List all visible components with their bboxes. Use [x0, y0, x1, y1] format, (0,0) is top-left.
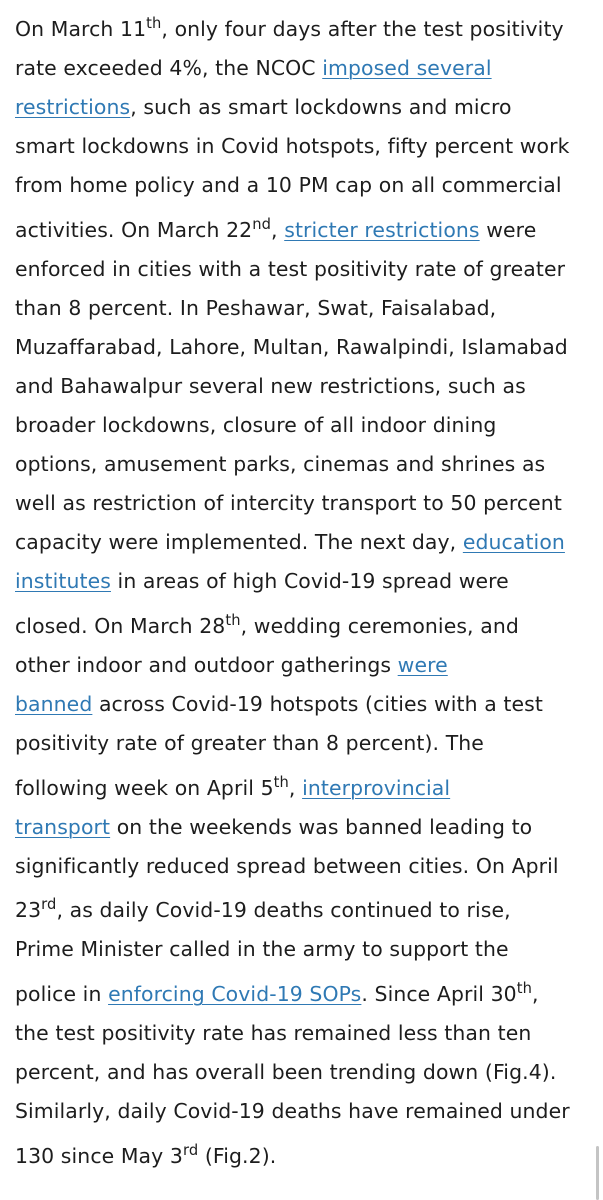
text-segment: (Fig.2).: [198, 1144, 277, 1168]
text-segment: following week on April 5: [15, 776, 274, 800]
inline-link[interactable]: were: [397, 653, 448, 677]
text-segment: than 8 percent. In Peshawar, Swat, Faisalabad,: [15, 296, 497, 320]
ordinal-suffix: nd: [252, 215, 272, 233]
text-segment: 130 since May 3: [15, 1144, 183, 1168]
text-line: [15, 897, 511, 923]
text-line: [15, 94, 512, 120]
text-line: [15, 652, 448, 678]
text-line: [15, 1098, 570, 1124]
text-segment: percent, and has overall been trending down (Fig.4).: [15, 1060, 557, 1084]
text-segment: 23: [15, 898, 42, 922]
text-line: [15, 1059, 556, 1085]
text-line: [15, 853, 559, 879]
ordinal-suffix: th: [146, 14, 162, 32]
text-line: [15, 1143, 276, 1169]
text-line: [15, 373, 526, 399]
scrollbar-thumb[interactable]: [596, 1146, 599, 1200]
text-segment: . Since April 30: [361, 982, 517, 1006]
text-line: [15, 730, 484, 756]
text-segment: smart lockdowns in Covid hotspots, fifty percent work: [15, 134, 570, 158]
text-segment: broader lockdowns, closure of all indoor dining: [15, 413, 497, 437]
inline-link[interactable]: restrictions: [15, 95, 131, 119]
text-segment: across Covid-19 hotspots (cities with a test: [92, 692, 543, 716]
text-segment: rate exceeded 4%, the NCOC: [15, 56, 323, 80]
text-line: [15, 1020, 531, 1046]
text-segment: other indoor and outdoor gatherings: [15, 653, 398, 677]
text-line: [15, 16, 564, 42]
inline-link[interactable]: enforcing Covid-19 SOPs: [108, 982, 362, 1006]
text-segment: , as daily Covid-19 deaths continued to rise,: [56, 898, 511, 922]
text-line: [15, 568, 509, 594]
text-line: [15, 613, 519, 639]
text-segment: , such as smart lockdowns and micro: [130, 95, 512, 119]
text-segment: were: [479, 218, 537, 242]
text-line: [15, 217, 536, 243]
text-line: [15, 295, 496, 321]
text-line: [15, 981, 539, 1007]
text-line: [15, 814, 532, 840]
inline-link[interactable]: banned: [15, 692, 93, 716]
text-line: [15, 55, 492, 81]
inline-link[interactable]: institutes: [15, 569, 111, 593]
text-segment: Prime Minister called in the army to support the: [15, 937, 509, 961]
text-segment: On March 11: [15, 17, 147, 41]
text-segment: and Bahawalpur several new restrictions, such as: [15, 374, 526, 398]
text-segment: the test positivity rate has remained less than ten: [15, 1021, 532, 1045]
text-segment: , only four days after the test positivity: [161, 17, 564, 41]
ordinal-suffix: th: [516, 979, 533, 997]
ordinal-suffix: th: [273, 773, 289, 791]
text-segment: Similarly, daily Covid-19 deaths have remained under: [15, 1099, 570, 1123]
text-line: [15, 529, 565, 555]
text-segment: closed. On March 28: [15, 614, 226, 638]
text-line: [15, 775, 450, 801]
text-segment: positivity rate of greater than 8 percent). The: [15, 731, 484, 755]
ordinal-suffix: rd: [41, 895, 57, 913]
text-segment: on the weekends was banned leading to: [110, 815, 533, 839]
ordinal-suffix: th: [225, 611, 241, 629]
text-segment: ,: [288, 776, 303, 800]
inline-link[interactable]: imposed several: [322, 56, 492, 80]
text-line: [15, 412, 496, 438]
text-segment: police in: [15, 982, 109, 1006]
text-segment: enforced in cities with a test positivity rate of greater: [15, 257, 566, 281]
inline-link[interactable]: transport: [15, 815, 111, 839]
inline-link[interactable]: stricter restrictions: [284, 218, 480, 242]
text-line: [15, 334, 568, 360]
text-segment: from home policy and a 10 PM cap on all commercial: [15, 173, 562, 197]
inline-link[interactable]: education: [462, 530, 565, 554]
text-segment: options, amusement parks, cinemas and shrines as: [15, 452, 546, 476]
inline-link[interactable]: interprovincial: [302, 776, 451, 800]
text-line: [15, 133, 570, 159]
text-line: [15, 936, 509, 962]
text-segment: activities. On March 22: [15, 218, 253, 242]
text-line: [15, 451, 545, 477]
text-segment: in areas of high Covid-19 spread were: [110, 569, 509, 593]
text-line: [15, 490, 562, 516]
text-line: [15, 256, 565, 282]
text-segment: ,: [271, 218, 285, 242]
text-segment: significantly reduced spread between cities. On April: [15, 854, 559, 878]
text-line: [15, 172, 562, 198]
text-line: [15, 691, 543, 717]
ordinal-suffix: rd: [182, 1141, 199, 1159]
text-segment: Muzaffarabad, Lahore, Multan, Rawalpindi, Islamabad: [15, 335, 568, 359]
text-segment: capacity were implemented. The next day,: [15, 530, 463, 554]
text-segment: well as restriction of intercity transport to 50 percent: [15, 491, 562, 515]
text-segment: ,: [532, 982, 539, 1006]
text-segment: , wedding ceremonies, and: [240, 614, 519, 638]
